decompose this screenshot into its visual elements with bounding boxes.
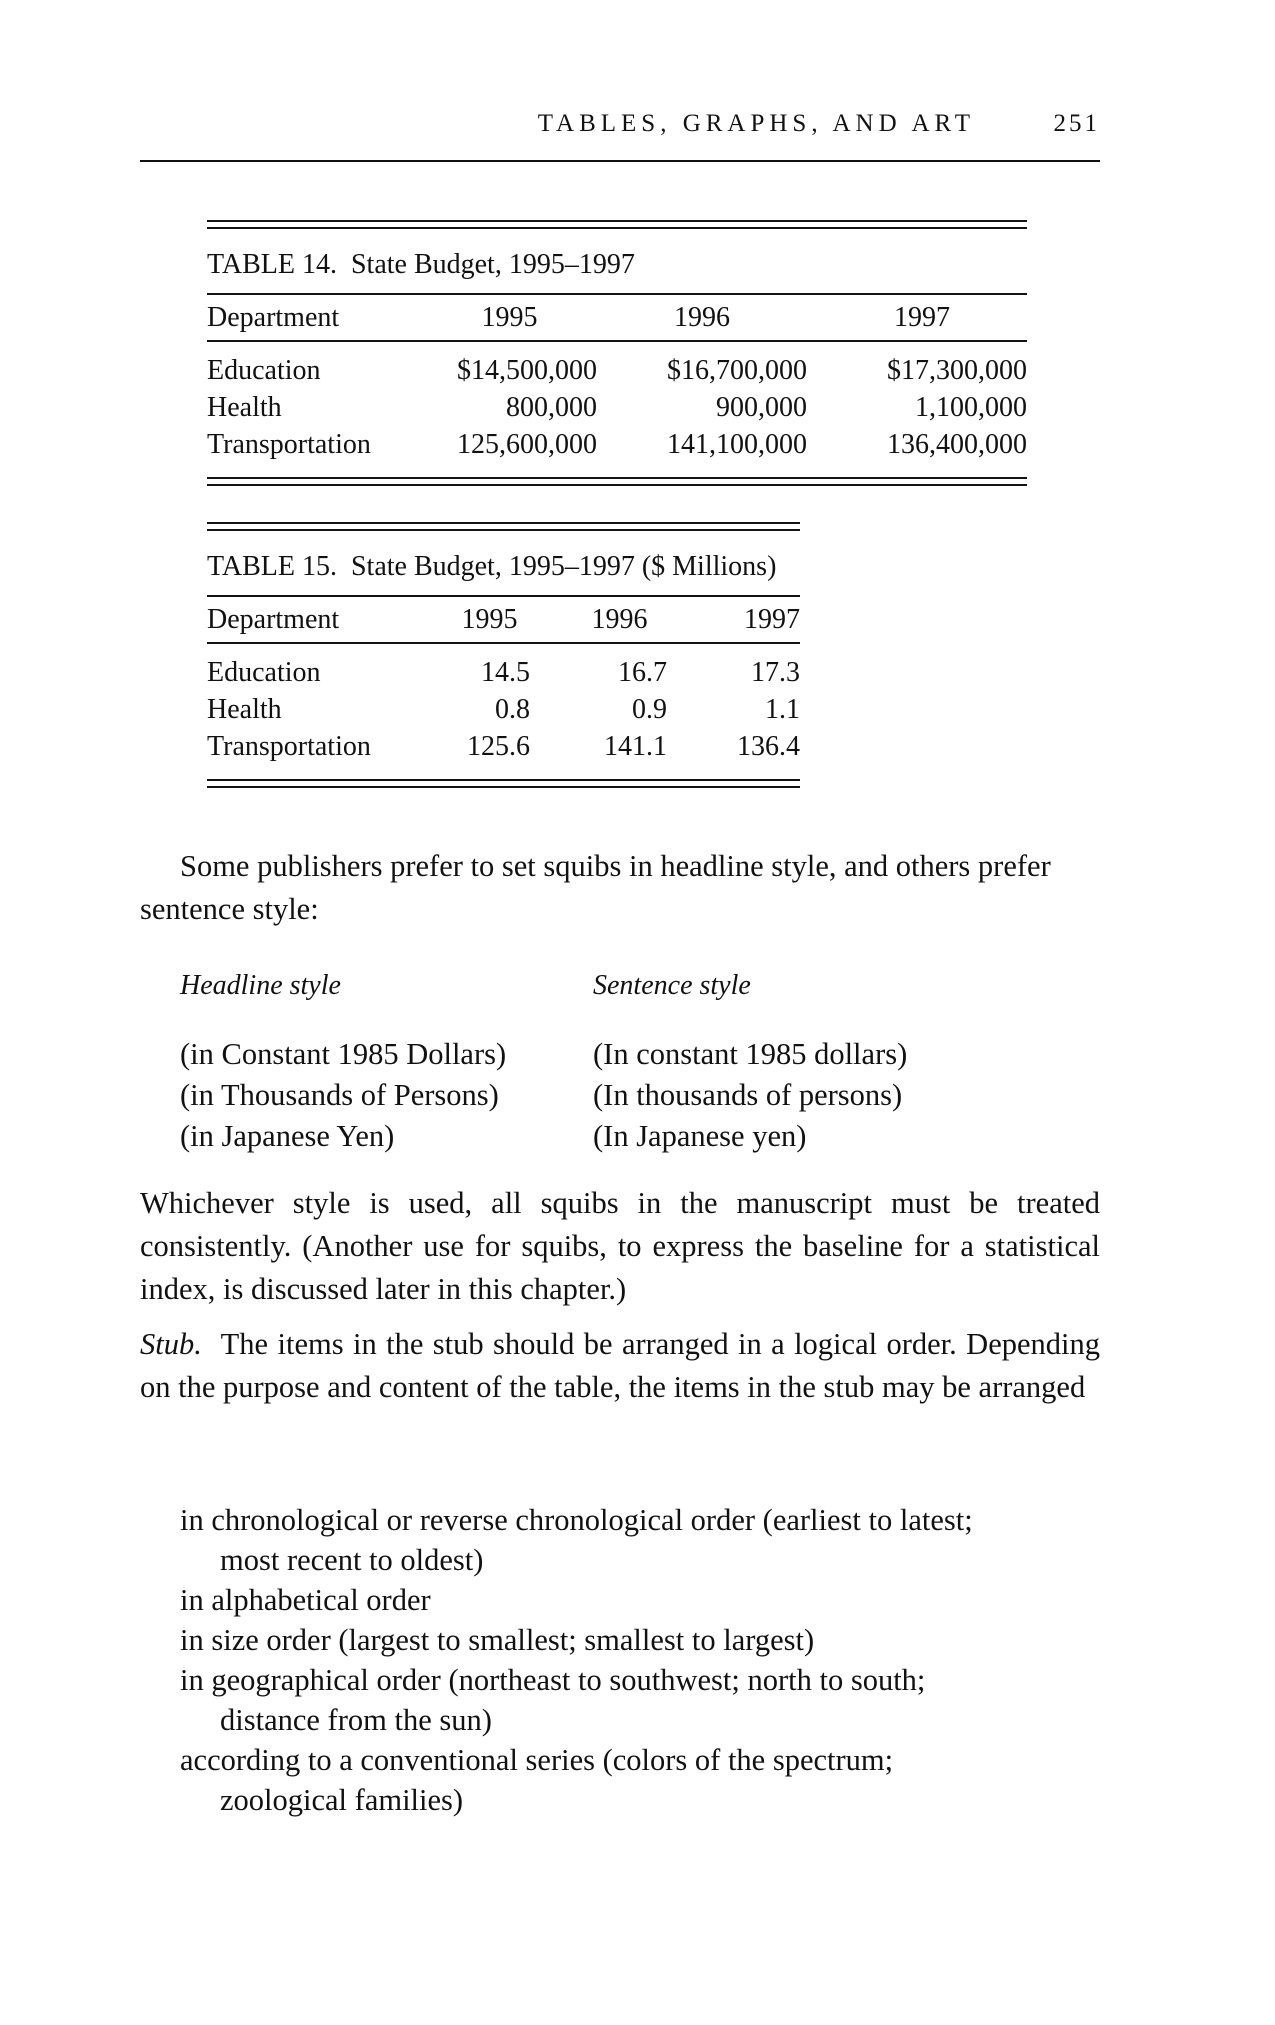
list-item: according to a conventional series (colors of the spectrum; zoological families) (180, 1743, 894, 1817)
table-bottom-rule (207, 779, 800, 788)
table-cell: 136.4 (737, 730, 800, 762)
table-cell: 141,100,000 (667, 428, 807, 460)
table-title (207, 531, 800, 595)
squib-example: (In thousands of persons) (593, 1078, 903, 1112)
paragraph-consistency: Whichever style is used, all squibs in the manuscript must be treated consistently. (Another use for squibs, to express the baseline for a statistical index, is discussed later in this chapter.) (140, 1186, 1100, 1306)
squib-example: (In constant 1985 dollars) (593, 1037, 908, 1071)
stub-cell: Health (207, 391, 282, 423)
column-header: 1995 (461, 603, 518, 635)
stub-cell: Transportation (207, 730, 371, 762)
squib-example: (In Japanese yen) (593, 1119, 807, 1153)
table-cell: 16.7 (618, 656, 667, 688)
stub-order-list (180, 1500, 980, 1820)
page-number: 251 (1053, 110, 1100, 137)
table-row (207, 352, 1027, 389)
table-body (207, 644, 800, 779)
table-cell: $17,300,000 (887, 354, 1027, 386)
table-number: TABLE 15. (207, 551, 337, 582)
stub-text: The items in the stub should be arranged in a logical order. Depending on the purpose and content of the table, the items in the stub may be arranged (140, 1327, 1100, 1404)
table-header-row (207, 295, 1027, 340)
table-row (207, 389, 1027, 426)
column-header: Department (207, 301, 340, 333)
sentence-style-label: Sentence style (593, 970, 751, 1001)
headline-style-column (180, 965, 506, 1157)
stub-label: Stub. (140, 1327, 202, 1361)
running-head (140, 110, 1100, 162)
squib-example: (in Constant 1985 Dollars) (180, 1037, 507, 1071)
list-item: in size order (largest to smallest; smallest to largest) (180, 1623, 815, 1657)
table-14 (207, 220, 1027, 486)
running-head-title: TABLES, GRAPHS, AND ART (537, 110, 975, 137)
table-caption: State Budget, 1995–1997 ($ Millions) (350, 551, 777, 582)
table-cell: 900,000 (716, 391, 807, 423)
list-item: in geographical order (northeast to southwest; north to south; distance from the sun) (180, 1663, 926, 1737)
column-header: 1997 (744, 603, 800, 635)
column-header: Department (207, 603, 340, 635)
column-header: 1995 (481, 301, 538, 333)
squib-example: (in Thousands of Persons) (180, 1078, 499, 1112)
table-caption: State Budget, 1995–1997 (350, 249, 635, 280)
table-cell: 800,000 (506, 391, 597, 423)
sentence-style-column (593, 965, 907, 1157)
paragraph-squibs-intro: Some publishers prefer to set squibs in headline style, and others prefer sentence style: (140, 849, 1051, 926)
squib-example: (in Japanese Yen) (180, 1119, 395, 1153)
table-bottom-rule (207, 477, 1027, 486)
table-row (207, 426, 1027, 463)
table-cell: $14,500,000 (457, 354, 597, 386)
table-cell: 136,400,000 (887, 428, 1027, 460)
table-row (207, 728, 800, 765)
table-cell: 141.1 (604, 730, 667, 762)
table-15 (207, 522, 800, 788)
table-cell: 14.5 (481, 656, 530, 688)
table-cell: 125.6 (467, 730, 530, 762)
table-row (207, 691, 800, 728)
stub-cell: Education (207, 656, 321, 688)
table-number: TABLE 14. (207, 249, 337, 280)
column-header: 1996 (674, 301, 730, 333)
table-row (207, 654, 800, 691)
stub-cell: Education (207, 354, 321, 386)
table-cell: 125,600,000 (457, 428, 597, 460)
stub-cell: Health (207, 693, 282, 725)
table-cell: 1,100,000 (915, 391, 1027, 423)
column-header: 1997 (894, 301, 950, 333)
list-item: in alphabetical order (180, 1583, 431, 1617)
table-cell: 17.3 (751, 656, 800, 688)
table-cell: $16,700,000 (667, 354, 807, 386)
paragraph-stub (140, 1323, 1100, 1409)
list-item: in chronological or reverse chronological order (earliest to latest; most recent to oldest) (180, 1503, 973, 1577)
table-top-rule (207, 220, 1027, 229)
table-top-rule (207, 522, 800, 531)
table-cell: 0.8 (495, 693, 530, 725)
table-header-row (207, 597, 800, 642)
headline-style-label: Headline style (180, 970, 341, 1001)
table-cell: 1.1 (765, 693, 800, 725)
table-title (207, 229, 1027, 293)
stub-cell: Transportation (207, 428, 371, 460)
column-header: 1996 (591, 603, 648, 635)
table-cell: 0.9 (632, 693, 667, 725)
table-body (207, 342, 1027, 477)
